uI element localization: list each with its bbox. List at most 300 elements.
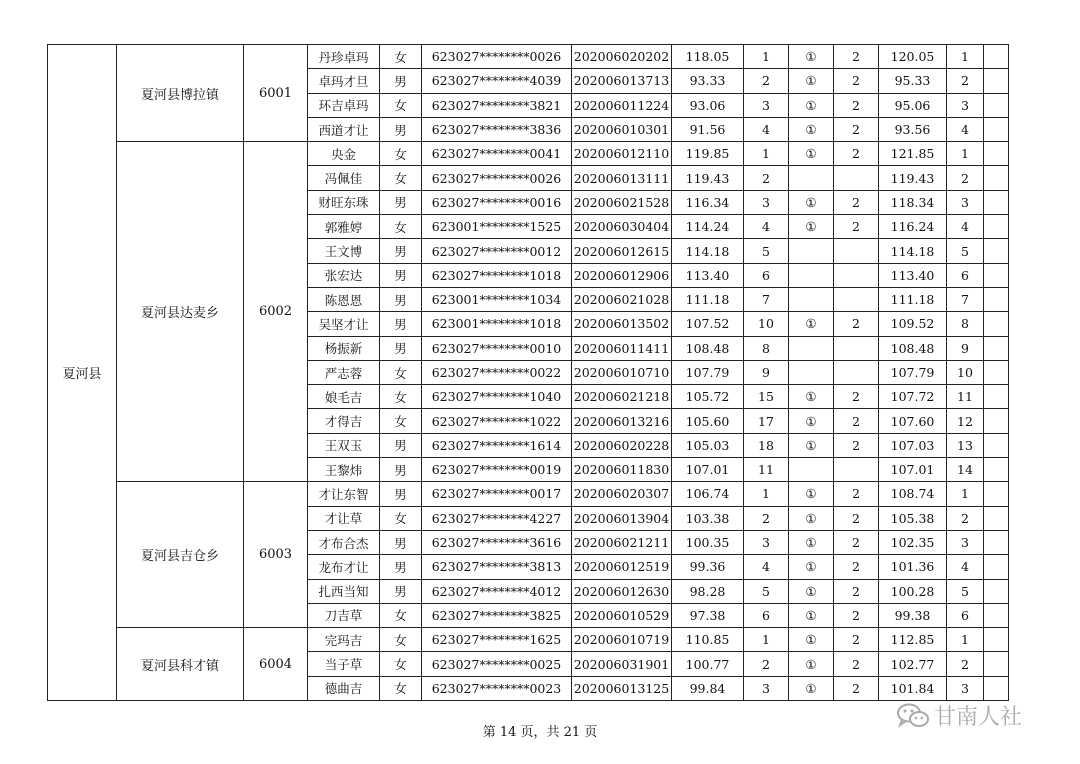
written-score-cell: 93.33	[672, 69, 744, 93]
remarks-cell	[984, 142, 1009, 166]
ticket-number-cell: 202006010719	[572, 628, 672, 652]
name-cell: 丹珍卓玛	[308, 45, 380, 69]
name-cell: 龙布才让	[308, 555, 380, 579]
name-cell: 严志蓉	[308, 360, 380, 384]
name-cell: 德曲吉	[308, 676, 380, 700]
table-row	[48, 45, 1009, 69]
written-score-cell: 103.38	[672, 506, 744, 530]
name-cell: 郭雅婷	[308, 215, 380, 239]
gender-cell: 女	[380, 215, 422, 239]
total-score-cell: 95.33	[879, 69, 947, 93]
name-cell: 完玛吉	[308, 628, 380, 652]
id-number-cell: 623027********0026	[422, 166, 572, 190]
table-row	[48, 482, 1009, 506]
name-cell: 冯佩佳	[308, 166, 380, 190]
gender-cell: 男	[380, 287, 422, 311]
written-score-cell: 98.28	[672, 579, 744, 603]
written-score-cell: 113.40	[672, 263, 744, 287]
id-number-cell: 623027********1018	[422, 263, 572, 287]
remarks-cell	[984, 579, 1009, 603]
final-rank-cell: 2	[947, 166, 984, 190]
gender-cell: 男	[380, 579, 422, 603]
written-rank-cell: 1	[744, 482, 789, 506]
bonus-type-cell: ①	[789, 482, 834, 506]
id-number-cell: 623027********4039	[422, 69, 572, 93]
town-cell: 夏河县吉仓乡	[117, 482, 244, 628]
bonus-points-cell	[834, 287, 879, 311]
bonus-points-cell: 2	[834, 652, 879, 676]
table-row	[48, 142, 1009, 166]
ticket-number-cell: 202006020307	[572, 482, 672, 506]
name-cell: 才布合杰	[308, 530, 380, 554]
final-rank-cell: 12	[947, 409, 984, 433]
id-number-cell: 623027********0026	[422, 45, 572, 69]
remarks-cell	[984, 433, 1009, 457]
bonus-type-cell	[789, 458, 834, 482]
remarks-cell	[984, 239, 1009, 263]
final-rank-cell: 4	[947, 117, 984, 141]
written-score-cell: 116.34	[672, 190, 744, 214]
bonus-points-cell: 2	[834, 482, 879, 506]
ticket-number-cell: 202006021218	[572, 385, 672, 409]
name-cell: 西道才让	[308, 117, 380, 141]
written-score-cell: 108.48	[672, 336, 744, 360]
remarks-cell	[984, 263, 1009, 287]
ticket-number-cell: 202006020228	[572, 433, 672, 457]
remarks-cell	[984, 312, 1009, 336]
ticket-number-cell: 202006013125	[572, 676, 672, 700]
id-number-cell: 623027********3836	[422, 117, 572, 141]
table-body	[48, 45, 1009, 701]
written-rank-cell: 8	[744, 336, 789, 360]
total-score-cell: 113.40	[879, 263, 947, 287]
final-rank-cell: 5	[947, 239, 984, 263]
bonus-points-cell	[834, 458, 879, 482]
written-score-cell: 106.74	[672, 482, 744, 506]
written-rank-cell: 11	[744, 458, 789, 482]
bonus-points-cell	[834, 336, 879, 360]
ticket-number-cell: 202006010529	[572, 603, 672, 627]
remarks-cell	[984, 676, 1009, 700]
remarks-cell	[984, 603, 1009, 627]
final-rank-cell: 2	[947, 69, 984, 93]
bonus-type-cell	[789, 166, 834, 190]
written-rank-cell: 2	[744, 166, 789, 190]
gender-cell: 女	[380, 628, 422, 652]
bonus-points-cell: 2	[834, 69, 879, 93]
final-rank-cell: 4	[947, 555, 984, 579]
final-rank-cell: 3	[947, 676, 984, 700]
remarks-cell	[984, 555, 1009, 579]
bonus-type-cell: ①	[789, 45, 834, 69]
remarks-cell	[984, 385, 1009, 409]
total-score-cell: 107.03	[879, 433, 947, 457]
id-number-cell: 623027********0012	[422, 239, 572, 263]
bonus-type-cell: ①	[789, 676, 834, 700]
name-cell: 扎西当知	[308, 579, 380, 603]
written-rank-cell: 6	[744, 603, 789, 627]
final-rank-cell: 11	[947, 385, 984, 409]
candidate-score-table	[47, 44, 1009, 701]
total-score-cell: 102.35	[879, 530, 947, 554]
remarks-cell	[984, 117, 1009, 141]
name-cell: 杨振新	[308, 336, 380, 360]
total-score-cell: 95.06	[879, 93, 947, 117]
gender-cell: 男	[380, 239, 422, 263]
total-score-cell: 101.36	[879, 555, 947, 579]
bonus-points-cell: 2	[834, 579, 879, 603]
bonus-type-cell: ①	[789, 190, 834, 214]
written-rank-cell: 10	[744, 312, 789, 336]
ticket-number-cell: 202006021028	[572, 287, 672, 311]
id-number-cell: 623027********3813	[422, 555, 572, 579]
ticket-number-cell: 202006030404	[572, 215, 672, 239]
bonus-type-cell: ①	[789, 628, 834, 652]
id-number-cell: 623027********0023	[422, 676, 572, 700]
final-rank-cell: 2	[947, 652, 984, 676]
ticket-number-cell: 202006010710	[572, 360, 672, 384]
bonus-type-cell: ①	[789, 652, 834, 676]
total-score-cell: 100.28	[879, 579, 947, 603]
bonus-points-cell: 2	[834, 117, 879, 141]
written-rank-cell: 5	[744, 239, 789, 263]
id-number-cell: 623027********3825	[422, 603, 572, 627]
id-number-cell: 623027********1040	[422, 385, 572, 409]
remarks-cell	[984, 482, 1009, 506]
bonus-points-cell: 2	[834, 409, 879, 433]
total-score-cell: 93.56	[879, 117, 947, 141]
written-rank-cell: 2	[744, 506, 789, 530]
total-score-cell: 114.18	[879, 239, 947, 263]
name-cell: 央金	[308, 142, 380, 166]
name-cell: 王文博	[308, 239, 380, 263]
name-cell: 吴坚才让	[308, 312, 380, 336]
written-score-cell: 107.01	[672, 458, 744, 482]
watermark-text: 甘南人社	[934, 705, 1023, 730]
total-score-cell: 118.34	[879, 190, 947, 214]
final-rank-cell: 1	[947, 142, 984, 166]
remarks-cell	[984, 506, 1009, 530]
id-number-cell: 623027********0041	[422, 142, 572, 166]
id-number-cell: 623027********0019	[422, 458, 572, 482]
ticket-number-cell: 202006013216	[572, 409, 672, 433]
final-rank-cell: 2	[947, 506, 984, 530]
final-rank-cell: 1	[947, 628, 984, 652]
written-score-cell: 119.43	[672, 166, 744, 190]
gender-cell: 男	[380, 530, 422, 554]
name-cell: 环吉卓玛	[308, 93, 380, 117]
final-rank-cell: 6	[947, 603, 984, 627]
name-cell: 才得吉	[308, 409, 380, 433]
ticket-number-cell: 202006010301	[572, 117, 672, 141]
written-rank-cell: 1	[744, 628, 789, 652]
bonus-points-cell	[834, 263, 879, 287]
gender-cell: 男	[380, 117, 422, 141]
ticket-number-cell: 202006013904	[572, 506, 672, 530]
written-rank-cell: 7	[744, 287, 789, 311]
remarks-cell	[984, 166, 1009, 190]
town-cell: 夏河县博拉镇	[117, 45, 244, 142]
total-score-cell: 116.24	[879, 215, 947, 239]
ticket-number-cell: 202006013713	[572, 69, 672, 93]
gender-cell: 男	[380, 433, 422, 457]
written-score-cell: 119.85	[672, 142, 744, 166]
gender-cell: 男	[380, 312, 422, 336]
gender-cell: 女	[380, 360, 422, 384]
written-rank-cell: 3	[744, 190, 789, 214]
written-rank-cell: 4	[744, 215, 789, 239]
bonus-type-cell: ①	[789, 433, 834, 457]
gender-cell: 男	[380, 482, 422, 506]
written-score-cell: 107.79	[672, 360, 744, 384]
written-rank-cell: 15	[744, 385, 789, 409]
name-cell: 王黎炜	[308, 458, 380, 482]
ticket-number-cell: 202006013111	[572, 166, 672, 190]
final-rank-cell: 13	[947, 433, 984, 457]
final-rank-cell: 5	[947, 579, 984, 603]
ticket-number-cell: 202006013502	[572, 312, 672, 336]
remarks-cell	[984, 652, 1009, 676]
final-rank-cell: 1	[947, 482, 984, 506]
gender-cell: 女	[380, 385, 422, 409]
position-code-cell: 6001	[244, 45, 308, 142]
bonus-type-cell: ①	[789, 579, 834, 603]
remarks-cell	[984, 215, 1009, 239]
written-score-cell: 99.36	[672, 555, 744, 579]
name-cell: 王双玉	[308, 433, 380, 457]
bonus-type-cell	[789, 263, 834, 287]
written-score-cell: 105.03	[672, 433, 744, 457]
gender-cell: 女	[380, 506, 422, 530]
total-score-cell: 102.77	[879, 652, 947, 676]
bonus-points-cell: 2	[834, 385, 879, 409]
town-cell: 夏河县科才镇	[117, 628, 244, 701]
id-number-cell: 623027********0016	[422, 190, 572, 214]
written-score-cell: 97.38	[672, 603, 744, 627]
bonus-type-cell: ①	[789, 603, 834, 627]
remarks-cell	[984, 458, 1009, 482]
written-rank-cell: 4	[744, 117, 789, 141]
bonus-type-cell: ①	[789, 93, 834, 117]
wechat-icon	[896, 702, 930, 730]
bonus-points-cell: 2	[834, 433, 879, 457]
ticket-number-cell: 202006031901	[572, 652, 672, 676]
remarks-cell	[984, 360, 1009, 384]
total-score-cell: 105.38	[879, 506, 947, 530]
gender-cell: 女	[380, 652, 422, 676]
written-score-cell: 93.06	[672, 93, 744, 117]
total-score-cell: 107.01	[879, 458, 947, 482]
bonus-points-cell	[834, 239, 879, 263]
id-number-cell: 623027********3821	[422, 93, 572, 117]
bonus-type-cell: ①	[789, 555, 834, 579]
final-rank-cell: 14	[947, 458, 984, 482]
town-cell: 夏河县达麦乡	[117, 142, 244, 482]
final-rank-cell: 4	[947, 215, 984, 239]
final-rank-cell: 3	[947, 190, 984, 214]
id-number-cell: 623027********4012	[422, 579, 572, 603]
bonus-type-cell: ①	[789, 409, 834, 433]
name-cell: 才让东智	[308, 482, 380, 506]
total-score-cell: 119.43	[879, 166, 947, 190]
bonus-type-cell: ①	[789, 69, 834, 93]
ticket-number-cell: 202006011411	[572, 336, 672, 360]
written-score-cell: 91.56	[672, 117, 744, 141]
ticket-number-cell: 202006021211	[572, 530, 672, 554]
ticket-number-cell: 202006012615	[572, 239, 672, 263]
total-score-cell: 112.85	[879, 628, 947, 652]
written-rank-cell: 2	[744, 69, 789, 93]
written-rank-cell: 17	[744, 409, 789, 433]
total-score-cell: 111.18	[879, 287, 947, 311]
gender-cell: 男	[380, 69, 422, 93]
total-score-cell: 120.05	[879, 45, 947, 69]
written-rank-cell: 18	[744, 433, 789, 457]
bonus-points-cell: 2	[834, 530, 879, 554]
gender-cell: 女	[380, 93, 422, 117]
remarks-cell	[984, 336, 1009, 360]
bonus-type-cell: ①	[789, 530, 834, 554]
ticket-number-cell: 202006020202	[572, 45, 672, 69]
bonus-points-cell: 2	[834, 312, 879, 336]
id-number-cell: 623001********1525	[422, 215, 572, 239]
written-score-cell: 100.77	[672, 652, 744, 676]
total-score-cell: 121.85	[879, 142, 947, 166]
final-rank-cell: 3	[947, 93, 984, 117]
page-footer: 第 14 页，共 21 页	[482, 725, 598, 740]
final-rank-cell: 9	[947, 336, 984, 360]
written-score-cell: 110.85	[672, 628, 744, 652]
id-number-cell: 623027********0010	[422, 336, 572, 360]
gender-cell: 女	[380, 142, 422, 166]
gender-cell: 男	[380, 458, 422, 482]
total-score-cell: 108.48	[879, 336, 947, 360]
remarks-cell	[984, 530, 1009, 554]
final-rank-cell: 10	[947, 360, 984, 384]
bonus-type-cell: ①	[789, 506, 834, 530]
id-number-cell: 623001********1018	[422, 312, 572, 336]
bonus-type-cell	[789, 336, 834, 360]
written-score-cell: 105.72	[672, 385, 744, 409]
written-score-cell: 114.24	[672, 215, 744, 239]
bonus-type-cell	[789, 287, 834, 311]
bonus-points-cell: 2	[834, 45, 879, 69]
gender-cell: 男	[380, 555, 422, 579]
position-code-cell: 6002	[244, 142, 308, 482]
id-number-cell: 623027********0025	[422, 652, 572, 676]
watermark	[896, 700, 1022, 731]
remarks-cell	[984, 190, 1009, 214]
bonus-type-cell	[789, 239, 834, 263]
total-score-cell: 109.52	[879, 312, 947, 336]
ticket-number-cell: 202006012906	[572, 263, 672, 287]
ticket-number-cell: 202006012630	[572, 579, 672, 603]
county-cell: 夏河县	[48, 45, 117, 701]
total-score-cell: 107.72	[879, 385, 947, 409]
total-score-cell: 101.84	[879, 676, 947, 700]
remarks-cell	[984, 69, 1009, 93]
written-rank-cell: 3	[744, 530, 789, 554]
total-score-cell: 108.74	[879, 482, 947, 506]
name-cell: 才让草	[308, 506, 380, 530]
bonus-points-cell: 2	[834, 215, 879, 239]
id-number-cell: 623027********4227	[422, 506, 572, 530]
written-score-cell: 118.05	[672, 45, 744, 69]
id-number-cell: 623001********1034	[422, 287, 572, 311]
name-cell: 张宏达	[308, 263, 380, 287]
written-rank-cell: 4	[744, 555, 789, 579]
gender-cell: 女	[380, 166, 422, 190]
position-code-cell: 6004	[244, 628, 308, 701]
final-rank-cell: 6	[947, 263, 984, 287]
gender-cell: 男	[380, 336, 422, 360]
bonus-points-cell	[834, 166, 879, 190]
remarks-cell	[984, 287, 1009, 311]
bonus-points-cell: 2	[834, 190, 879, 214]
name-cell: 卓玛才旦	[308, 69, 380, 93]
bonus-points-cell: 2	[834, 555, 879, 579]
bonus-points-cell	[834, 360, 879, 384]
bonus-type-cell	[789, 360, 834, 384]
written-rank-cell: 9	[744, 360, 789, 384]
final-rank-cell: 1	[947, 45, 984, 69]
bonus-type-cell: ①	[789, 312, 834, 336]
id-number-cell: 623027********3616	[422, 530, 572, 554]
name-cell: 财旺东珠	[308, 190, 380, 214]
name-cell: 刀吉草	[308, 603, 380, 627]
total-score-cell: 99.38	[879, 603, 947, 627]
written-rank-cell: 3	[744, 93, 789, 117]
written-rank-cell: 1	[744, 45, 789, 69]
ticket-number-cell: 202006011224	[572, 93, 672, 117]
gender-cell: 女	[380, 409, 422, 433]
gender-cell: 男	[380, 190, 422, 214]
total-score-cell: 107.79	[879, 360, 947, 384]
bonus-points-cell: 2	[834, 628, 879, 652]
ticket-number-cell: 202006012519	[572, 555, 672, 579]
written-score-cell: 107.52	[672, 312, 744, 336]
gender-cell: 女	[380, 45, 422, 69]
written-rank-cell: 2	[744, 652, 789, 676]
gender-cell: 男	[380, 263, 422, 287]
bonus-type-cell: ①	[789, 142, 834, 166]
written-rank-cell: 5	[744, 579, 789, 603]
bonus-points-cell: 2	[834, 142, 879, 166]
bonus-points-cell: 2	[834, 676, 879, 700]
remarks-cell	[984, 93, 1009, 117]
written-score-cell: 114.18	[672, 239, 744, 263]
bonus-points-cell: 2	[834, 93, 879, 117]
written-score-cell: 105.60	[672, 409, 744, 433]
bonus-points-cell: 2	[834, 603, 879, 627]
written-score-cell: 99.84	[672, 676, 744, 700]
name-cell: 娘毛吉	[308, 385, 380, 409]
written-rank-cell: 1	[744, 142, 789, 166]
written-score-cell: 111.18	[672, 287, 744, 311]
remarks-cell	[984, 628, 1009, 652]
gender-cell: 女	[380, 676, 422, 700]
final-rank-cell: 8	[947, 312, 984, 336]
bonus-type-cell: ①	[789, 117, 834, 141]
id-number-cell: 623027********1022	[422, 409, 572, 433]
ticket-number-cell: 202006021528	[572, 190, 672, 214]
written-score-cell: 100.35	[672, 530, 744, 554]
gender-cell: 女	[380, 603, 422, 627]
remarks-cell	[984, 45, 1009, 69]
bonus-points-cell: 2	[834, 506, 879, 530]
written-rank-cell: 3	[744, 676, 789, 700]
id-number-cell: 623027********1625	[422, 628, 572, 652]
